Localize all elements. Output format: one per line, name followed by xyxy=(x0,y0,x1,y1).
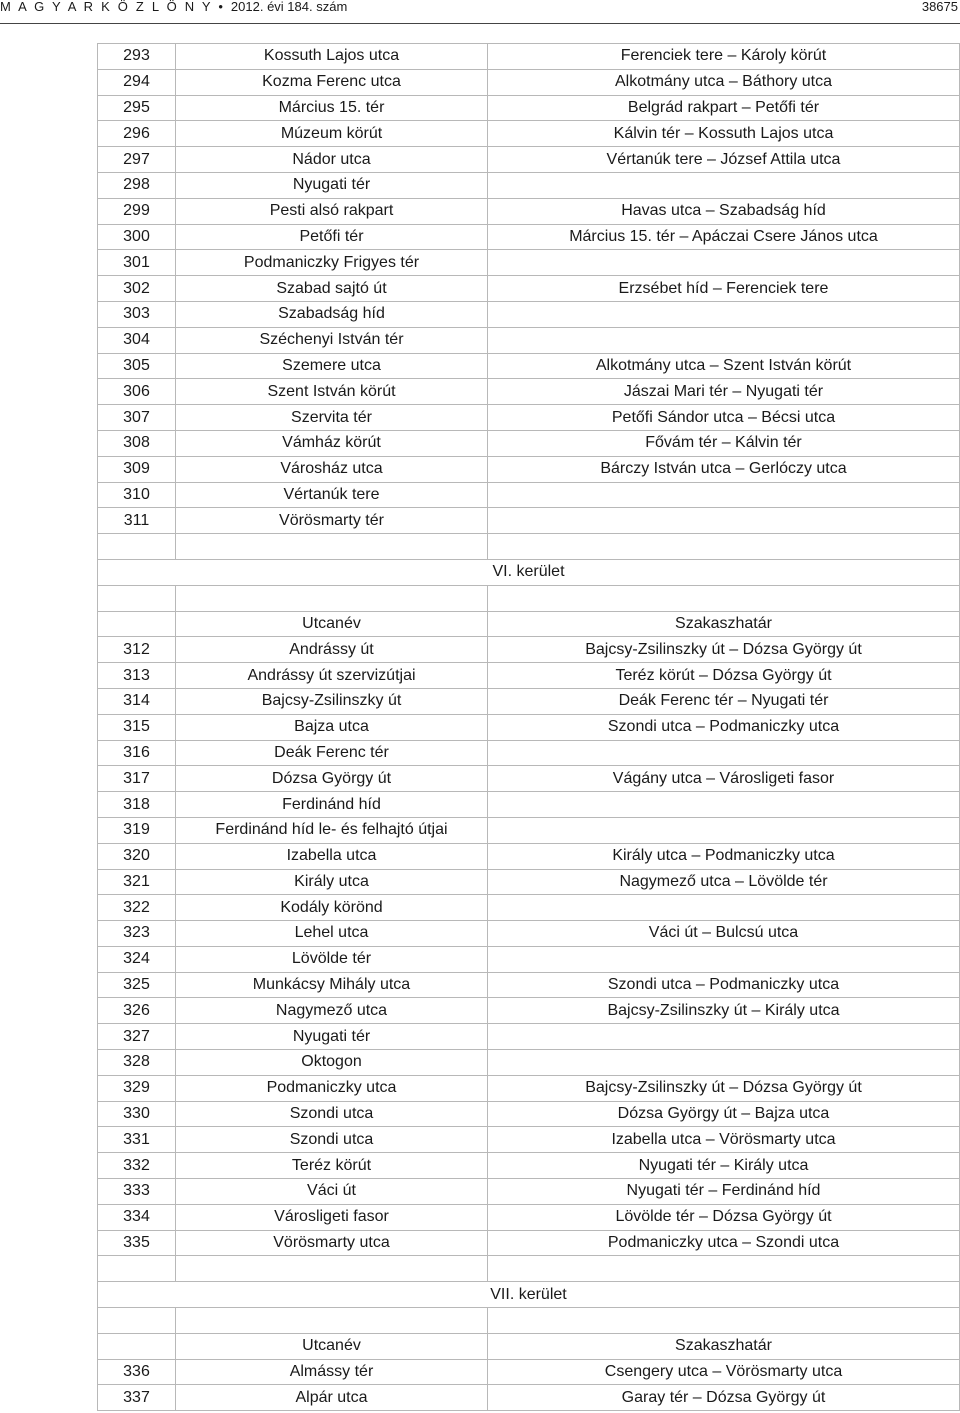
row-number: 321 xyxy=(98,869,176,895)
section-boundary xyxy=(488,740,960,766)
table-row xyxy=(98,456,960,482)
street-name: Kossuth Lajos utca xyxy=(176,44,488,70)
row-number: 298 xyxy=(98,172,176,198)
row-number: 306 xyxy=(98,379,176,405)
street-name: Podmaniczky utca xyxy=(176,1075,488,1101)
table-row xyxy=(98,172,960,198)
empty-cell xyxy=(98,1308,176,1334)
column-header-section-boundary: Szakaszhatár xyxy=(488,1333,960,1359)
table-row xyxy=(98,224,960,250)
row-number: 326 xyxy=(98,998,176,1024)
empty-cell xyxy=(176,1308,488,1334)
row-number: 303 xyxy=(98,301,176,327)
street-table-body xyxy=(98,44,960,1411)
table-row xyxy=(98,405,960,431)
district-row xyxy=(98,559,960,585)
section-boundary xyxy=(488,946,960,972)
empty-cell xyxy=(98,585,176,611)
table-row xyxy=(98,121,960,147)
table-row xyxy=(98,301,960,327)
street-name: Király utca xyxy=(176,869,488,895)
row-number: 316 xyxy=(98,740,176,766)
street-name: Váci út xyxy=(176,1179,488,1205)
table-row xyxy=(98,921,960,947)
table-row xyxy=(98,198,960,224)
spacer-row xyxy=(98,534,960,560)
section-boundary: Bajcsy-Zsilinszky út – Király utca xyxy=(488,998,960,1024)
section-boundary xyxy=(488,895,960,921)
section-boundary: Nagymező utca – Lövölde tér xyxy=(488,869,960,895)
table-row xyxy=(98,843,960,869)
table-row xyxy=(98,637,960,663)
row-number: 315 xyxy=(98,714,176,740)
street-name: Szondi utca xyxy=(176,1127,488,1153)
section-boundary: Belgrád rakpart – Petőfi tér xyxy=(488,95,960,121)
table-row xyxy=(98,792,960,818)
table-row xyxy=(98,430,960,456)
table-row xyxy=(98,147,960,173)
column-header-row xyxy=(98,1333,960,1359)
section-boundary: Alkotmány utca – Báthory utca xyxy=(488,69,960,95)
row-number: 322 xyxy=(98,895,176,921)
row-number: 294 xyxy=(98,69,176,95)
section-boundary: Jászai Mari tér – Nyugati tér xyxy=(488,379,960,405)
row-number: 331 xyxy=(98,1127,176,1153)
table-row xyxy=(98,327,960,353)
table-row xyxy=(98,508,960,534)
street-name: Bajcsy-Zsilinszky út xyxy=(176,688,488,714)
column-header-row xyxy=(98,611,960,637)
table-row xyxy=(98,250,960,276)
section-boundary: Vértanúk tere – József Attila utca xyxy=(488,147,960,173)
section-boundary: Podmaniczky utca – Szondi utca xyxy=(488,1230,960,1256)
table-row xyxy=(98,817,960,843)
table-row xyxy=(98,766,960,792)
row-number: 314 xyxy=(98,688,176,714)
table-row xyxy=(98,1127,960,1153)
street-name: Szemere utca xyxy=(176,353,488,379)
street-name: Podmaniczky Frigyes tér xyxy=(176,250,488,276)
empty-cell xyxy=(488,1308,960,1334)
row-number: 324 xyxy=(98,946,176,972)
street-name: Teréz körút xyxy=(176,1153,488,1179)
street-name: Múzeum körút xyxy=(176,121,488,147)
table-row xyxy=(98,972,960,998)
spacer-row xyxy=(98,1308,960,1334)
row-number: 337 xyxy=(98,1385,176,1411)
section-boundary xyxy=(488,1024,960,1050)
section-boundary: Bárczy István utca – Gerlóczy utca xyxy=(488,456,960,482)
row-number: 333 xyxy=(98,1179,176,1205)
row-number: 293 xyxy=(98,44,176,70)
street-name: Alpár utca xyxy=(176,1385,488,1411)
section-boundary xyxy=(488,327,960,353)
street-name: Petőfi tér xyxy=(176,224,488,250)
row-number: 300 xyxy=(98,224,176,250)
row-number: 319 xyxy=(98,817,176,843)
empty-cell xyxy=(98,1333,176,1359)
street-name: Almássy tér xyxy=(176,1359,488,1385)
street-name: Izabella utca xyxy=(176,843,488,869)
street-name: Vértanúk tere xyxy=(176,482,488,508)
section-boundary: Bajcsy-Zsilinszky út – Dózsa György út xyxy=(488,637,960,663)
district-title: VI. kerület xyxy=(98,559,960,585)
street-name: Szervita tér xyxy=(176,405,488,431)
section-boundary: Teréz körút – Dózsa György út xyxy=(488,663,960,689)
row-number: 325 xyxy=(98,972,176,998)
district-title: VII. kerület xyxy=(98,1282,960,1308)
street-name: Oktogon xyxy=(176,1050,488,1076)
row-number: 318 xyxy=(98,792,176,818)
table-row xyxy=(98,353,960,379)
publication-line xyxy=(0,0,347,14)
street-name: Március 15. tér xyxy=(176,95,488,121)
street-name: Vámház körút xyxy=(176,430,488,456)
section-boundary: Vágány utca – Városligeti fasor xyxy=(488,766,960,792)
spacer-row xyxy=(98,585,960,611)
street-name: Szabadság híd xyxy=(176,301,488,327)
section-boundary xyxy=(488,482,960,508)
street-name: Nyugati tér xyxy=(176,172,488,198)
street-name: Andrássy út szervizútjai xyxy=(176,663,488,689)
section-boundary: Ferenciek tere – Károly körút xyxy=(488,44,960,70)
empty-cell xyxy=(488,585,960,611)
table-row xyxy=(98,714,960,740)
row-number: 320 xyxy=(98,843,176,869)
table-row xyxy=(98,1230,960,1256)
table-row xyxy=(98,895,960,921)
section-boundary: Kálvin tér – Kossuth Lajos utca xyxy=(488,121,960,147)
row-number: 332 xyxy=(98,1153,176,1179)
table-row xyxy=(98,276,960,302)
street-table xyxy=(97,43,960,1411)
section-boundary: Deák Ferenc tér – Nyugati tér xyxy=(488,688,960,714)
separator-bullet: • xyxy=(218,0,226,14)
column-header-street-name: Utcanév xyxy=(176,611,488,637)
section-boundary xyxy=(488,792,960,818)
street-name: Ferdinánd híd xyxy=(176,792,488,818)
table-row xyxy=(98,1153,960,1179)
section-boundary: Király utca – Podmaniczky utca xyxy=(488,843,960,869)
table-row xyxy=(98,869,960,895)
section-boundary: Váci út – Bulcsú utca xyxy=(488,921,960,947)
empty-cell xyxy=(176,534,488,560)
street-name: Munkácsy Mihály utca xyxy=(176,972,488,998)
street-name: Ferdinánd híd le- és felhajtó útjai xyxy=(176,817,488,843)
row-number: 297 xyxy=(98,147,176,173)
street-name: Szent István körút xyxy=(176,379,488,405)
table-row xyxy=(98,1385,960,1411)
row-number: 327 xyxy=(98,1024,176,1050)
section-boundary: Dózsa György út – Bajza utca xyxy=(488,1101,960,1127)
row-number: 310 xyxy=(98,482,176,508)
section-boundary: Bajcsy-Zsilinszky út – Dózsa György út xyxy=(488,1075,960,1101)
publication-title: M A G Y A R K Ö Z L Ö N Y xyxy=(0,0,213,14)
row-number: 308 xyxy=(98,430,176,456)
table-row xyxy=(98,740,960,766)
table-row xyxy=(98,379,960,405)
table-row xyxy=(98,1050,960,1076)
empty-cell xyxy=(488,1256,960,1282)
empty-cell xyxy=(176,585,488,611)
street-name: Lövölde tér xyxy=(176,946,488,972)
table-row xyxy=(98,1179,960,1205)
street-name: Szondi utca xyxy=(176,1101,488,1127)
table-row xyxy=(98,1101,960,1127)
section-boundary: Erzsébet híd – Ferenciek tere xyxy=(488,276,960,302)
table-row xyxy=(98,69,960,95)
empty-cell xyxy=(176,1256,488,1282)
street-name: Dózsa György út xyxy=(176,766,488,792)
table-row xyxy=(98,998,960,1024)
header-rule xyxy=(0,23,960,24)
street-name: Nádor utca xyxy=(176,147,488,173)
column-header-street-name: Utcanév xyxy=(176,1333,488,1359)
street-name: Vörösmarty tér xyxy=(176,508,488,534)
table-row xyxy=(98,1359,960,1385)
section-boundary: Havas utca – Szabadság híd xyxy=(488,198,960,224)
section-boundary xyxy=(488,250,960,276)
empty-cell xyxy=(488,534,960,560)
row-number: 312 xyxy=(98,637,176,663)
street-name: Nyugati tér xyxy=(176,1024,488,1050)
street-name: Kozma Ferenc utca xyxy=(176,69,488,95)
row-number: 295 xyxy=(98,95,176,121)
street-name: Városház utca xyxy=(176,456,488,482)
street-name: Pesti alsó rakpart xyxy=(176,198,488,224)
section-boundary: Alkotmány utca – Szent István körút xyxy=(488,353,960,379)
page-number: 38675 xyxy=(921,0,958,14)
table-row xyxy=(98,1075,960,1101)
street-name: Nagymező utca xyxy=(176,998,488,1024)
section-boundary xyxy=(488,817,960,843)
table-row xyxy=(98,1204,960,1230)
table-row xyxy=(98,1024,960,1050)
empty-cell xyxy=(98,611,176,637)
row-number: 299 xyxy=(98,198,176,224)
row-number: 323 xyxy=(98,921,176,947)
section-boundary: Szondi utca – Podmaniczky utca xyxy=(488,714,960,740)
street-name: Andrássy út xyxy=(176,637,488,663)
row-number: 334 xyxy=(98,1204,176,1230)
section-boundary: Lövölde tér – Dózsa György út xyxy=(488,1204,960,1230)
section-boundary: Csengery utca – Vörösmarty utca xyxy=(488,1359,960,1385)
empty-cell xyxy=(98,1256,176,1282)
table-row xyxy=(98,946,960,972)
section-boundary: Izabella utca – Vörösmarty utca xyxy=(488,1127,960,1153)
row-number: 335 xyxy=(98,1230,176,1256)
table-row xyxy=(98,482,960,508)
table-row xyxy=(98,688,960,714)
table-row xyxy=(98,663,960,689)
row-number: 329 xyxy=(98,1075,176,1101)
row-number: 311 xyxy=(98,508,176,534)
row-number: 313 xyxy=(98,663,176,689)
section-boundary xyxy=(488,172,960,198)
row-number: 302 xyxy=(98,276,176,302)
empty-cell xyxy=(98,534,176,560)
section-boundary: Petőfi Sándor utca – Bécsi utca xyxy=(488,405,960,431)
section-boundary: Nyugati tér – Ferdinánd híd xyxy=(488,1179,960,1205)
row-number: 317 xyxy=(98,766,176,792)
street-name: Kodály körönd xyxy=(176,895,488,921)
street-name: Deák Ferenc tér xyxy=(176,740,488,766)
row-number: 301 xyxy=(98,250,176,276)
row-number: 305 xyxy=(98,353,176,379)
column-header-section-boundary: Szakaszhatár xyxy=(488,611,960,637)
issue-label: 2012. évi 184. szám xyxy=(230,0,348,14)
spacer-row xyxy=(98,1256,960,1282)
row-number: 296 xyxy=(98,121,176,147)
street-name: Lehel utca xyxy=(176,921,488,947)
row-number: 328 xyxy=(98,1050,176,1076)
row-number: 304 xyxy=(98,327,176,353)
street-name: Szabad sajtó út xyxy=(176,276,488,302)
street-name: Széchenyi István tér xyxy=(176,327,488,353)
section-boundary xyxy=(488,1050,960,1076)
page-header xyxy=(0,0,960,14)
street-name: Bajza utca xyxy=(176,714,488,740)
section-boundary xyxy=(488,301,960,327)
table-row xyxy=(98,95,960,121)
row-number: 307 xyxy=(98,405,176,431)
section-boundary: Nyugati tér – Király utca xyxy=(488,1153,960,1179)
row-number: 330 xyxy=(98,1101,176,1127)
table-row xyxy=(98,44,960,70)
section-boundary: Szondi utca – Podmaniczky utca xyxy=(488,972,960,998)
row-number: 309 xyxy=(98,456,176,482)
section-boundary: Garay tér – Dózsa György út xyxy=(488,1385,960,1411)
section-boundary: Fővám tér – Kálvin tér xyxy=(488,430,960,456)
street-name: Városligeti fasor xyxy=(176,1204,488,1230)
district-row xyxy=(98,1282,960,1308)
section-boundary xyxy=(488,508,960,534)
row-number: 336 xyxy=(98,1359,176,1385)
street-name: Vörösmarty utca xyxy=(176,1230,488,1256)
section-boundary: Március 15. tér – Apáczai Csere János utca xyxy=(488,224,960,250)
